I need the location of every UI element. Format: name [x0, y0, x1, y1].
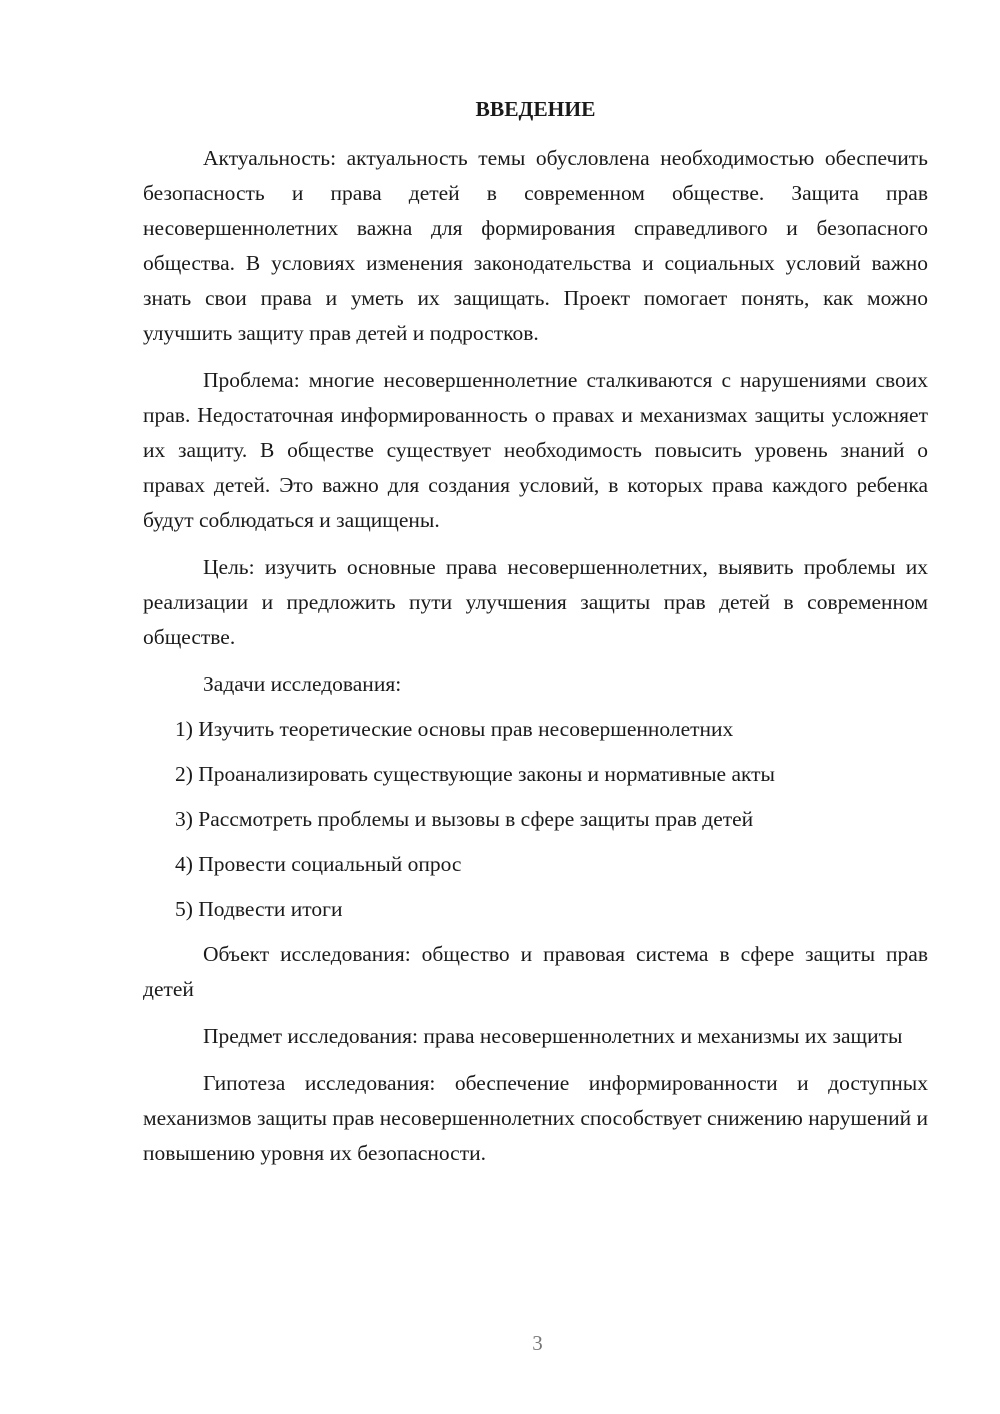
list-item: 3) Рассмотреть проблемы и вызовы в сфере защиты прав детей: [175, 807, 754, 831]
list-item: 4) Провести социальный опрос: [175, 852, 462, 876]
page-title: ВВЕДЕНИЕ: [475, 97, 596, 121]
relevance-paragraph: Актуальность: актуальность темы обусловлена необходимостью обеспечить безопасность и права детей в современном обществе. Защита прав несовершеннолетних важна для формирования справедливого и безопасного общества. В условиях изменения законодательства и социальных условий важно знать свои права и уметь их защищать. Проект помогает понять, как можно улучшить защиту прав детей и подростков.: [143, 146, 928, 345]
list-item: 1) Изучить теоретические основы прав несовершеннолетних: [175, 717, 734, 741]
problem-paragraph: Проблема: многие несовершеннолетние сталкиваются с нарушениями своих прав. Недостаточная информированность о правах и механизмах защиты усложняет их защиту. В обществе существует необходимость повысить уровень знаний о правах детей. Это важно для создания условий, в которых права каждого ребенка будут соблюдаться и защищены.: [143, 368, 928, 532]
goal-paragraph: Цель: изучить основные права несовершеннолетних, выявить проблемы их реализации и предложить пути улучшения защиты прав детей в современном обществе.: [143, 555, 928, 649]
page-number: 3: [532, 1331, 543, 1355]
list-item: 5) Подвести итоги: [175, 897, 343, 921]
tasks-heading: Задачи исследования:: [203, 672, 402, 696]
document-body: [143, 92, 928, 1183]
tasks-list: [143, 712, 928, 927]
object-paragraph: Объект исследования: общество и правовая система в сфере защиты прав детей: [143, 942, 928, 1001]
subject-paragraph: Предмет исследования: права несовершеннолетних и механизмы их защиты: [203, 1024, 903, 1048]
list-item: 2) Проанализировать существующие законы и нормативные акты: [175, 762, 775, 786]
hypothesis-paragraph: Гипотеза исследования: обеспечение информированности и доступных механизмов защиты прав несовершеннолетних способствует снижению нарушений и повышению уровня их безопасности.: [143, 1071, 928, 1165]
